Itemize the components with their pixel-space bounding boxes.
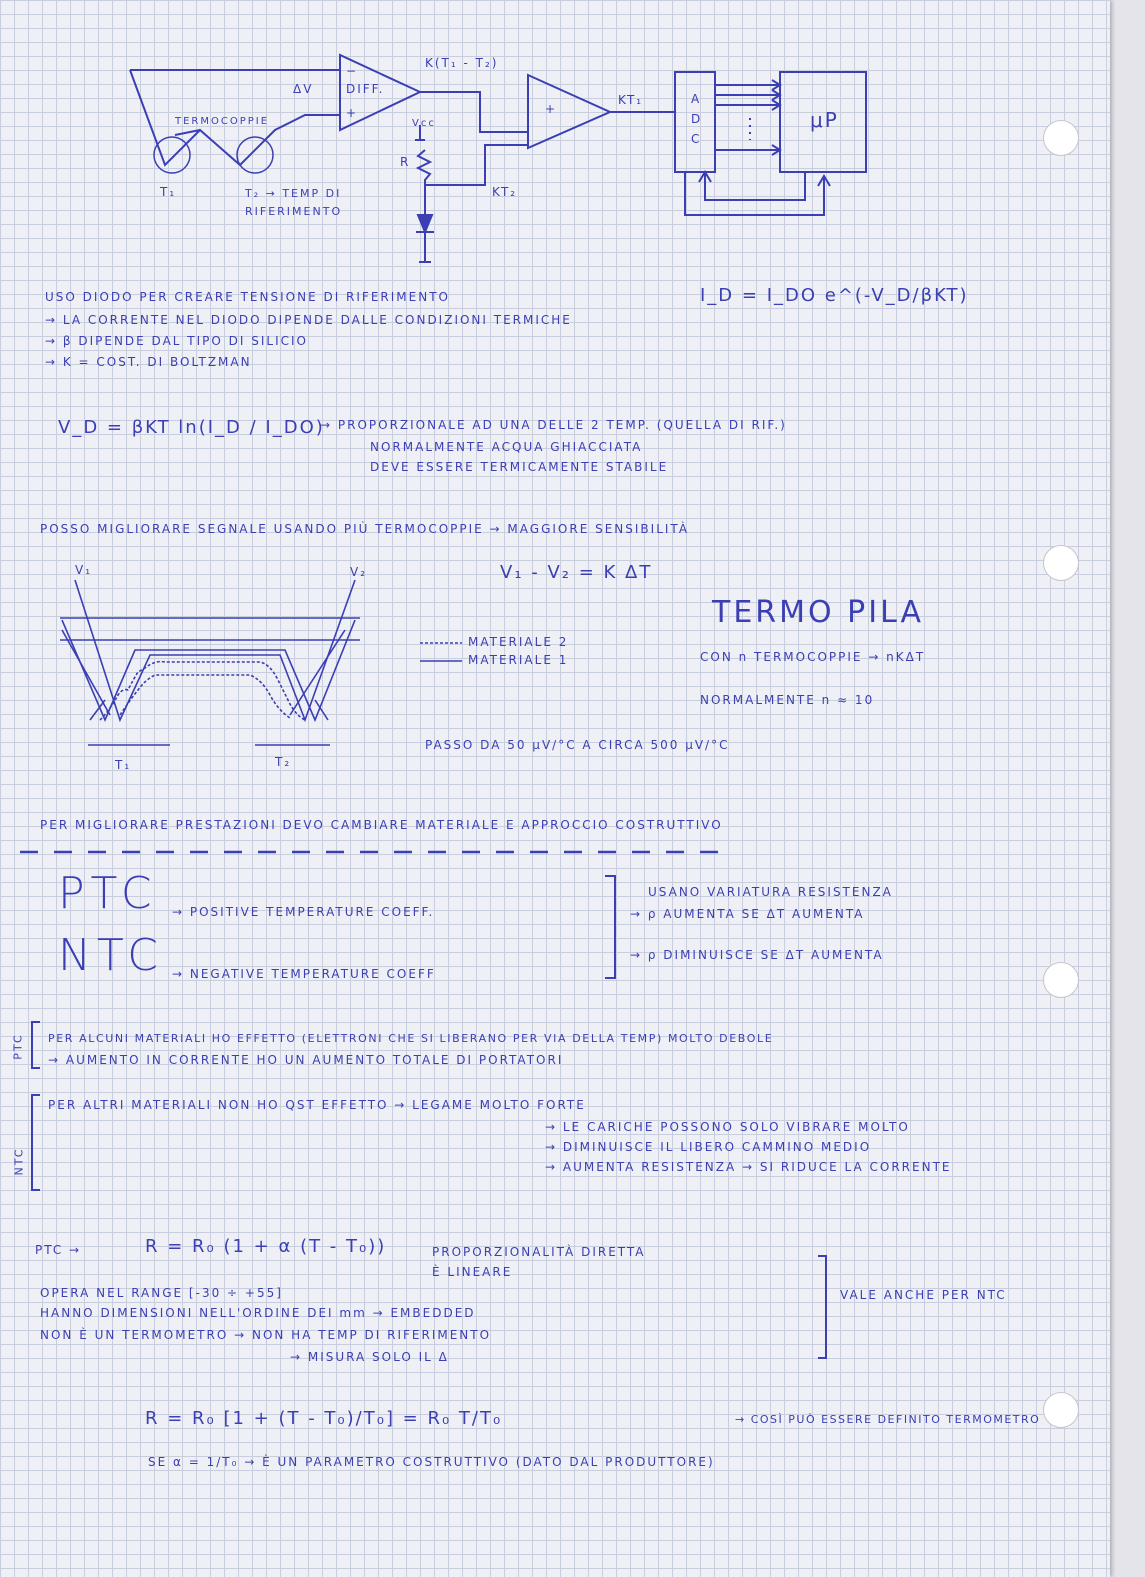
sum-plus-sign: + [545,102,558,116]
resistor-label: R [400,155,411,169]
operating-range: OPERA NEL RANGE [-30 ÷ +55] [40,1286,283,1300]
also-ntc-note: VALE ANCHE PER NTC [840,1288,1007,1302]
adc-d: D [691,112,703,126]
v2-label: V₂ [350,565,368,579]
diff-amp-label: DIFF. [346,82,385,96]
vd-formula: V_D = βKT ln(I_D / I_DO) [58,417,325,438]
v1-label: V₁ [75,563,93,577]
rho-increase: → ρ AUMENTA SE ΔT AUMENTA [630,907,865,921]
thermopile-n: CON n TERMOCOPPIE → nKΔT [700,650,926,664]
t1-label: T₁ [160,185,177,199]
ptc-desc: → POSITIVE TEMPERATURE COEFF. [172,905,435,919]
legend-material-1: MATERIALE 1 [468,653,569,667]
vd-note: NORMALMENTE ACQUA GHIACCIATA [370,440,643,454]
thermopile-title: TERMO PILA [712,595,925,630]
ntc-desc: → NEGATIVE TEMPERATURE COEFF [172,967,436,981]
thermocouple-circuit-diagram [0,0,1110,280]
minus-sign: − [346,64,359,78]
ntc-heading: NTC [58,930,164,981]
rho-decrease: → ρ DIMINUISCE SE ΔT AUMENTA [630,948,884,962]
delta-v-formula: V₁ - V₂ = K ΔT [500,562,653,583]
diff-output-label: K(T₁ - T₂) [425,56,499,70]
ptc-heading: PTC [58,868,158,919]
ptc-side-tag: PTC [11,1033,25,1060]
diode-bullet: → β DIPENDE DAL TIPO DI SILICIO [45,334,308,348]
diode-current-formula: I_D = I_DO e^(-V_D/βKT) [700,285,969,306]
diode-bullet: → K = COST. DI BOLTZMAN [45,355,252,369]
proportionality-note: PROPORZIONALITÀ DIRETTA [432,1245,646,1259]
ntc-effect-bullet: → AUMENTA RESISTENZA → SI RIDUCE LA CORRENTE [545,1160,952,1174]
alpha-note: SE α = 1/T₀ → È UN PARAMETRO COSTRUTTIVO (DATO DAL PRODUTTORE) [148,1455,715,1469]
kt2-label: KT₂ [492,185,518,199]
ptc-effect-line: PER ALCUNI MATERIALI HO EFFETTO (ELETTRONI CHE SI LIBERANO PER VIA DELLA TEMP) MOLTO DEBOLE [48,1032,774,1045]
ptc-effect-line: → AUMENTO IN CORRENTE HO UN AUMENTO TOTALE DI PORTATORI [48,1053,564,1067]
ptc-formula-head: PTC → [35,1243,82,1257]
binder-hole [1043,962,1079,998]
ntc-side-tag: NTC [12,1147,26,1176]
thermocouples-label: TERMOCOPPIE [175,116,270,127]
delta-v-label: ΔV [293,82,314,96]
vd-note: DEVE ESSERE TERMICAMENTE STABILE [370,460,669,474]
variation-note: USANO VARIATURA RESISTENZA [648,885,893,899]
legend-material-2: MATERIALE 2 [468,635,569,649]
plus-sign: + [346,106,359,120]
adc-a: A [691,92,702,106]
ntc-effect-bullet: → DIMINUISCE IL LIBERO CAMMINO MEDIO [545,1140,872,1154]
dimensions-note: HANNO DIMENSIONI NELL'ORDINE DEI mm → EMBEDDED [40,1306,476,1320]
thermopile-range: PASSO DA 50 μV/°C A CIRCA 500 μV/°C [425,738,730,752]
ntc-effect-bullet: → LE CARICHE POSSONO SOLO VIBRARE MOLTO [545,1120,910,1134]
not-thermometer-note: NON È UN TERMOMETRO → NON HA TEMP DI RIFERIMENTO [40,1328,492,1342]
adc-c: C [691,132,702,146]
kt1-label: KT₁ [618,93,644,107]
measures-delta: → MISURA SOLO IL Δ [290,1350,449,1364]
diode-bullet: → LA CORRENTE NEL DIODO DIPENDE DALLE CONDIZIONI TERMICHE [45,313,572,327]
ntc-effect-line: PER ALTRI MATERIALI NON HO QST EFFETTO → LEGAME MOLTO FORTE [48,1098,586,1112]
thermopile-intro: POSSO MIGLIORARE SEGNALE USANDO PIÙ TERMOCOPPIE → MAGGIORE SENSIBILITÀ [40,522,690,536]
thermometer-definition: → COSÌ PUÒ ESSERE DEFINITO TERMOMETRO [735,1413,1041,1426]
microprocessor-label: μP [810,108,839,132]
ptc-linear-formula: R = R₀ (1 + α (T - T₀)) [145,1236,387,1257]
vcc-label: Vcc [412,118,436,129]
ptc-thermometer-formula: R = R₀ [1 + (T - T₀)/T₀] = R₀ T/T₀ [145,1408,503,1429]
improve-note: PER MIGLIORARE PRESTAZIONI DEVO CAMBIARE MATERIALE E APPROCCIO COSTRUTTIVO [40,818,723,832]
vd-note: → PROPORZIONALE AD UNA DELLE 2 TEMP. (QUELLA DI RIF.) [320,418,787,432]
diode-intro: USO DIODO PER CREARE TENSIONE DI RIFERIMENTO [45,290,450,304]
linear-note: È LINEARE [432,1265,513,1279]
binder-hole [1043,545,1079,581]
t2-caption: T₂ → TEMP DI RIFERIMENTO [245,187,343,218]
thermopile-normal: NORMALMENTE n ≈ 10 [700,693,875,707]
t1-bar-label: T₁ [115,758,132,772]
t2-bar-label: T₂ [275,755,292,769]
binder-hole [1043,1392,1079,1428]
